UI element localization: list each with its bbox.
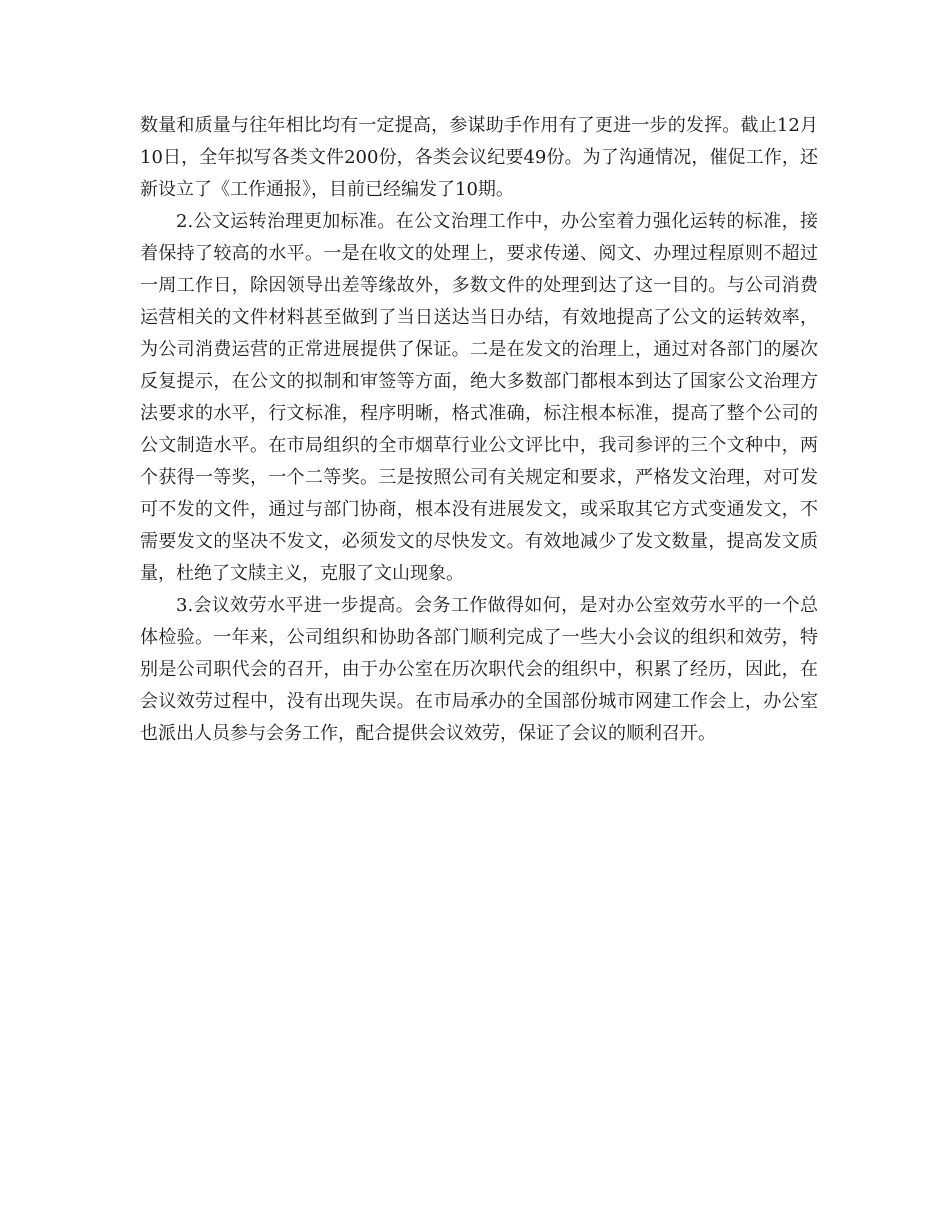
paragraph-continuation: 数量和质量与往年相比均有一定提高，参谋助手作用有了更进一步的发挥。截止12月10日，全年拟写各类文件200份，各类会议纪要49份。为了沟通情况，催促工作，还新设立了《工作通报》，目前已经编发了10期。 (140, 115, 818, 200)
document-body (140, 110, 818, 750)
paragraph-meeting-service: 3.会议效劳水平进一步提高。会务工作做得如何，是对办公室效劳水平的一个总体检验。一年来，公司组织和协助各部门顺利完成了一些大小会议的组织和效劳，特别是公司职代会的召开，由于办公室在历次职代会的组织中，积累了经历，因此，在会议效劳过程中，没有出现失误。在市局承办的全国部份城市网建工作会上，办公室也派出人员参与会务工作，配合提供会议效劳，保证了会议的顺利召开。 (140, 595, 818, 744)
paragraph-document-management: 2.公文运转治理更加标准。在公文治理工作中，办公室着力强化运转的标准，接着保持了较高的水平。一是在收文的处理上，要求传递、阅文、办理过程原则不超过一周工作日，除因领导出差等缘故外，多数文件的处理到达了这一目的。与公司消费运营相关的文件材料甚至做到了当日送达当日办结，有效地提高了公文的运转效率，为公司消费运营的正常进展提供了保证。二是在发文的治理上，通过对各部门的屡次反复提示，在公文的拟制和审签等方面，绝大多数部门都根本到达了国家公文治理方法要求的水平，行文标准，程序明晰，格式准确，标注根本标准，提高了整个公司的公文制造水平。在市局组织的全市烟草行业公文评比中，我司参评的三个文种中，两个获得一等奖，一个二等奖。三是按照公司有关规定和要求，严格发文治理，对可发可不发的文件，通过与部门协商，根本没有进展发文，或采取其它方式变通发文，不需要发文的坚决不发文，必须发文的尽快发文。有效地减少了发文数量，提高发文质量，杜绝了文牍主义，克服了文山现象。 (140, 211, 818, 584)
